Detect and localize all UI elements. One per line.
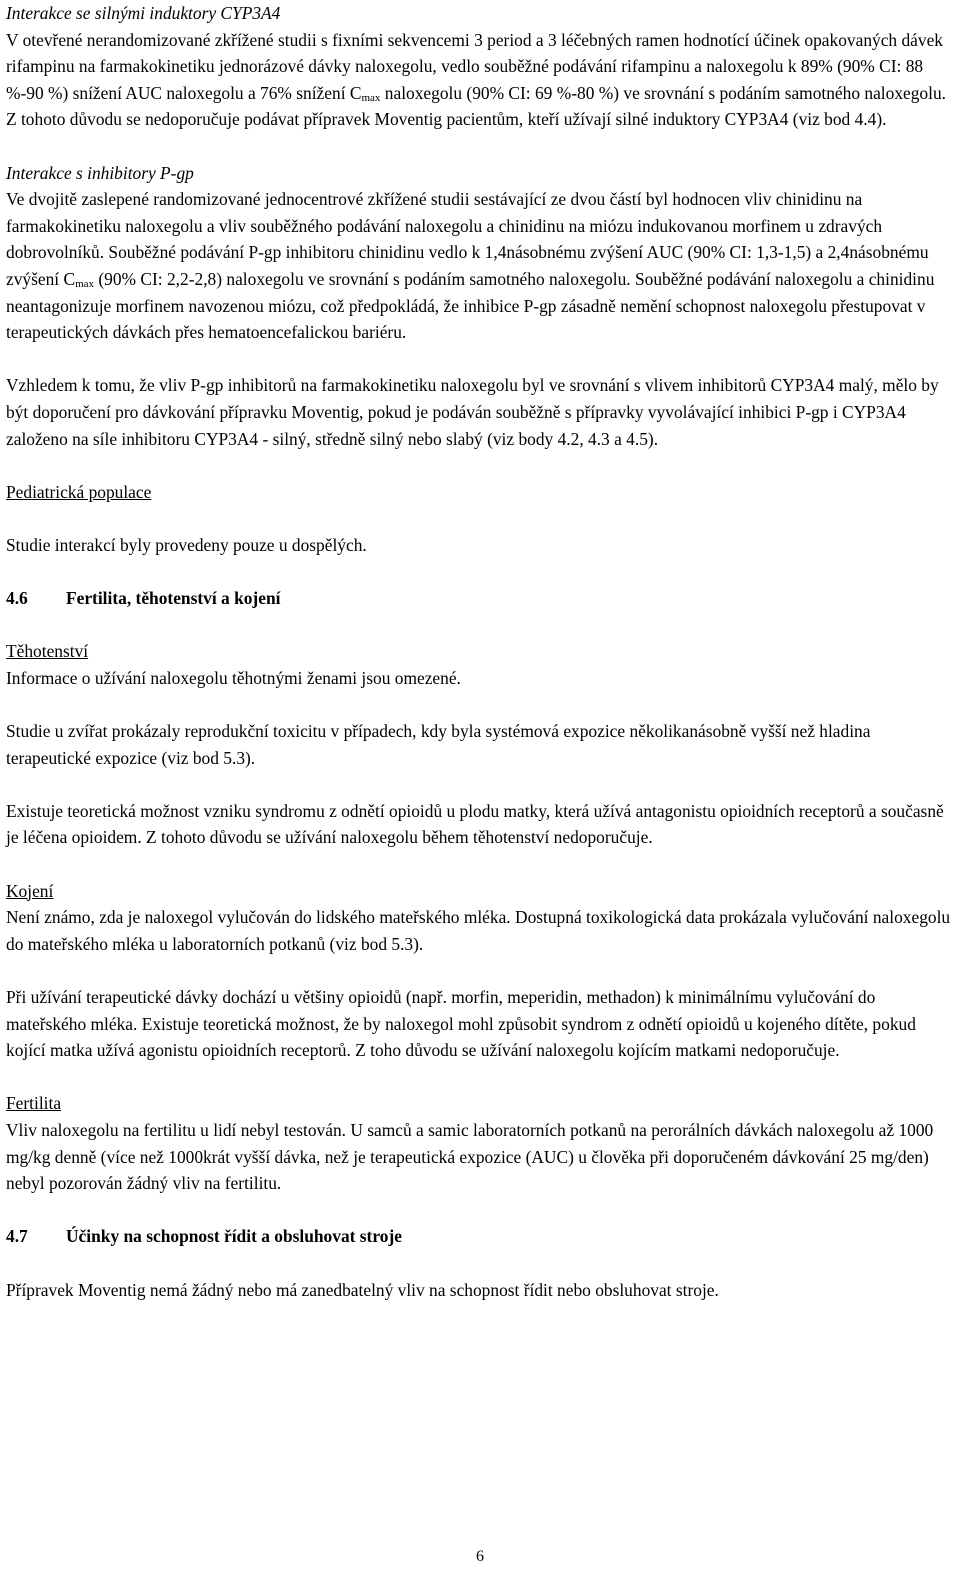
cyp3a4-inducers-heading: Interakce se silnými induktory CYP3A4 [6,3,281,23]
pregnancy-paragraph-2: Studie u zvířat prokázaly reprodukční toxicitu v případech, kdy byla systémová expozice několikanásobně vyšší než hladina terapeutické expozice (viz bod 5.3). [6,721,871,768]
section-4-6-title: Fertilita, těhotenství a kojení [66,588,281,609]
section-4-7-number: 4.7 [6,1226,28,1247]
pediatric-paragraph: Studie interakcí byly provedeny pouze u dospělých. [6,534,367,555]
page-number: 6 [476,1548,484,1565]
breastfeeding-heading: Kojení [6,880,54,901]
cmax-subscript: max [361,91,381,104]
section-4-7-title: Účinky na schopnost řídit a obsluhovat stroje [66,1226,402,1247]
breastfeeding-paragraph-1: Není známo, zda je naloxegol vylučován do lidského mateřského mléka. Dostupná toxikologická data prokázala vylučování naloxegolu do mateřského mléka u laboratorních potkanů (viz bod 5.3). [6,907,951,954]
cyp3a4-text-a: V otevřené nerandomizované zkřížené studii s fixními sekvencemi 3 period a 3 léčebných ramen hodnotící účinek opakovaných dávek rifampinu na farmakokinetiku jednorázové dávky naloxegolu, vedlo souběžné podávání rifampinu a naloxegolu k 89% (90% CI: 88 %-90 %) snížení AUC naloxegolu a 76% snížení C [6,29,943,103]
pgp-inhibitors-heading: Interakce s inhibitory P-gp [6,162,194,183]
section-4-7-paragraph: Přípravek Moventig nemá žádný nebo má zanedbatelný vliv na schopnost řídit nebo obsluhovat stroje. [6,1279,719,1300]
pregnancy-heading: Těhotenství [6,641,89,662]
document-page [6,0,954,1303]
pgp-text-b: (90% CI: 2,2-2,8) naloxegolu ve srovnání s podáním samotného naloxegolu. Souběžné podávání naloxegolu a chinidinu neantagonizuje morfinem navozenou miózu, což předpokládá, že inhibice P-gp zásadně nemění schopnost naloxegolu přestupovat v terapeutických dávkách přes hematoencefalickou bariéru. [6,268,935,343]
section-4-6-heading [6,585,954,612]
cmax-subscript: max [75,277,95,290]
fertility-paragraph: Vliv naloxegolu na fertilitu u lidí nebyl testován. U samců a samic laboratorních potkanů na perorálních dávkách naloxegolu až 1000 mg/kg denně (více než 1000krát vyšší dávka, než je terapeutická expozice (AUC) u člověka při doporučeném dávkování 25 mg/den) nebyl pozorován žádný vliv na fertilitu. [6,1119,934,1194]
pregnancy-paragraph-1: Informace o užívání naloxegolu těhotnými ženami jsou omezené. [6,667,461,688]
pregnancy-paragraph-3: Existuje teoretická možnost vzniku syndromu z odnětí opioidů u plodu matky, která užívá antagonistu opioidních receptorů a současně je léčena opioidem. Z tohoto důvodu se užívání naloxegolu během těhotenství nedoporučuje. [6,800,944,848]
cyp3a4-text-b: naloxegolu (90% CI: 69 %-80 %) ve srovnání s podáním samotného naloxegolu. Z tohoto důvodu se nedoporučuje podávat přípravek Moventig pacientům, kteří užívají silné induktory CYP3A4 (viz bod 4.4). [6,82,947,130]
section-4-7-heading [6,1223,954,1250]
pgp-cyp3a4-paragraph: Vzhledem k tomu, že vliv P-gp inhibitorů na farmakokinetiku naloxegolu byl ve srovnání s vlivem inhibitorů CYP3A4 malý, mělo by být doporučení pro dávkování přípravku Moventig, pokud je podáván souběžně s přípravky vyvolávající inhibici P-gp i CYP3A4 založeno na síle inhibitoru CYP3A4 - silný, středně silný nebo slabý (viz body 4.2, 4.3 a 4.5). [6,375,939,449]
pediatric-heading: Pediatrická populace [6,481,152,502]
cyp3a4-inducers-paragraph [6,27,954,133]
section-4-6-number: 4.6 [6,588,28,609]
breastfeeding-paragraph-2: Při užívání terapeutické dávky dochází u většiny opioidů (např. morfin, meperidin, methadon) k minimálnímu vylučování do mateřského mléka. Existuje teoretická možnost, že by naloxegol mohl způsobit syndrom z odnětí opioidů u kojeného dítěte, pokud kojící matka užívá agonistu opioidních receptorů. Z toho důvodu se užívání naloxegolu kojícím matkami nedoporučuje. [6,986,916,1061]
pgp-inhibitors-paragraph [6,186,954,346]
fertility-heading: Fertilita [6,1093,62,1114]
pgp-text-a: Ve dvojitě zaslepené randomizované jednocentrové zkřížené studii sestávající ze dvou částí byl hodnocen vliv chinidinu na farmakokinetiku naloxegolu a vliv souběžného podávání naloxegolu a chinidinu na miózu indukovanou morfinem u zdravých dobrovolníků. Souběžné podávání P-gp inhibitoru chinidinu vedlo k 1,4násobnému zvýšení AUC (90% CI: 1,3-1,5) a 2,4násobnému zvýšení C [6,189,929,289]
